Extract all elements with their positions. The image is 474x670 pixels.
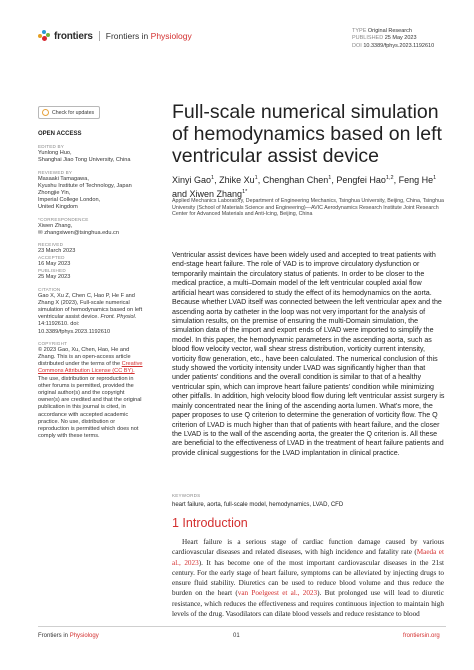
abstract: Ventricular assist devices have been widely used and accepted to treat patients with end-stage heart failure. The role of VAD is to improve circulatory dysfunction or temporarily maintain the circulatory status of patients. In order to be closer to the medical practice, a multi–Domain model of the left ventricular coupled axial flow artificial heart was considered to study the effect of its hemodynamics on the aorta. Because whether LVAD itself was connected between the left ventricular apex and the ascending aorta by catheter in the loop was not very important for the analysis of simulation results, on the premise of ensuring the multi-Domain simulation, the simulation data of the import and export ends of LVAD were imported to simplify the model. In this paper, the hemodynamic parameters in the ascending aorta, such as blood flow velocity vector, wall shear stress distribution, vorticity current intensity, vorticity flow generation, etc., have been calculated. The numerical conclusion of this study showed the vorticity intensity under LVAD was significantly higher than that under patients' conditions and the overall condition is similar to that of a healthy ventricular spin, which can improve heart failure patients' condition while minimizing other pitfalls. In addition, high velocity blood flow during left ventricular assist surgery is mainly concentrated near the lining of the ascending aorta lumen. What's more, the paper proposes to use Q criterion to determine the generation of vorticity flow. The Q criterion of LVAD is much higher than that of patients with heart failure, and the closer the LVAD is to the wall of the ascending aorta, the greater the Q criterion is. All these are beneficial to the effectiveness of LVAD in the treatment of heart failure patients and provide clinical suggestions for the LVAD implantation in clinical practice. (172, 251, 445, 457)
author[interactable]: Xinyi Gao$^1$ (172, 175, 215, 185)
citation-block (38, 287, 143, 336)
author[interactable]: Feng He$^1$ (398, 175, 437, 185)
keywords: heart failure, aorta, full-scale model, hemodynamics, LVAD, CFD (172, 502, 344, 508)
footer-site-link[interactable]: frontiersin.org (403, 633, 440, 639)
correspondent-name: Xiwen Zhang, (38, 222, 73, 229)
article-title: Full-scale numerical simulation of hemodynamics based on left ventricular assist device (172, 101, 442, 167)
editor-affil: Shanghai Jiao Tong University, China (38, 157, 131, 164)
reviewer-line: Masaaki Tamagawa, (38, 175, 89, 182)
published-label: PUBLISHED (38, 268, 66, 274)
journal-header (38, 30, 192, 42)
published-date: 25 May 2023 (38, 274, 71, 281)
reviewer-line: United Kingdom (38, 204, 78, 211)
dates-block (38, 242, 143, 282)
section-heading: 1 Introduction (172, 516, 248, 530)
publisher-name[interactable]: frontiers (54, 30, 93, 42)
author[interactable]: Xiwen Zhang$^{1*}$ (189, 189, 248, 199)
citation-main: Gao X, Xu Z, Chen C, Hao P, He F and Zhang X (2023), Full-scale numerical simulation of hemodynamics based on left ventricular assist device. (38, 292, 143, 321)
doi-value[interactable]: 10.3389/fphys.2023.1192610 (363, 42, 435, 49)
intro-text: ). It has become one of the most important cardiovascular diseases in the 21st century. For the early stage of heart failure, symptoms can be alleviated by injecting drugs to ensure fluid stability. Diuretics can be used to reduce blood volume and thus reduce the burden on the heart ( (172, 558, 445, 598)
author[interactable]: Pengfei Hao$^{1,2}$ (336, 175, 394, 185)
footer-journal-prefix: Frontiers in (38, 633, 69, 639)
footer-journal-name: Physiology (69, 633, 99, 639)
sidebar (38, 131, 143, 446)
page-number: 01 (233, 633, 240, 639)
frontiers-logo-icon (38, 30, 50, 42)
citation-text (38, 293, 143, 336)
reviewer-line: Zhongjie Yin, (38, 190, 71, 197)
copyright-text (38, 347, 143, 441)
author[interactable]: Chenghan Chen$^1$ (262, 175, 332, 185)
intro-text: ). But prolonged use will lead to diuretic resistance, which reduces the effectiveness and requires continuous injection to maintain high levels of the drug. Vasodilators can dilate blood vessels and reduce resistance to blood (172, 589, 444, 618)
type-label: TYPE (352, 28, 367, 34)
journal-title[interactable] (106, 31, 192, 41)
correspondence-block (38, 217, 143, 237)
published-value: 25 May 2023 (384, 35, 417, 42)
reviewer-line: Kyushu Institute of Technology, Japan (38, 182, 132, 189)
correspondent-email[interactable]: ✉ zhangxiwen@tsinghua.edu.cn (38, 229, 119, 236)
received-label: RECEIVED (38, 242, 64, 248)
reviewed-by-block (38, 170, 143, 212)
journal-name: Physiology (150, 31, 192, 41)
received-date: 23 March 2023 (38, 248, 76, 255)
intro-text: Heart failure is a serious stage of cardiac function damage caused by various cardiovascular diseases and related diseases, with high incidence and fatality rate ( (172, 538, 444, 557)
copyright-part-1: © 2023 Gao, Xu, Chen, Hao, He and Zhang. This is an open-access article distributed under the terms of the (38, 346, 131, 368)
copyright-label: COPYRIGHT (38, 340, 68, 346)
reference-link[interactable]: van Poelgeest et al., 2023 (237, 589, 318, 598)
check-for-updates-button[interactable] (38, 106, 100, 119)
editor-name: Yunlong Huo, (38, 150, 72, 157)
doi-label: DOI (352, 42, 362, 49)
published-label: PUBLISHED (352, 35, 384, 42)
reviewed-label: REVIEWED BY (38, 169, 73, 175)
accepted-date: 16 May 2023 (38, 261, 71, 268)
author-list: Xinyi Gao$^1$, Zhike Xu$^1$, Chenghan Chen$^1$, Pengfei Hao$^{1,2}$, Feng He$^1$ and Xiwen Zhang$^{1*}$ (172, 175, 437, 199)
keywords-label: KEYWORDS (172, 493, 201, 498)
footer-journal[interactable] (38, 633, 99, 639)
edited-label: EDITED BY (38, 144, 65, 150)
accepted-label: ACCEPTED (38, 255, 65, 261)
reference-link[interactable]: Maeda et al., 2023 (172, 548, 444, 567)
type-value: Original Research (367, 28, 412, 34)
affiliations: Applied Mechanics Laboratory, Department of Engineering Mechanics, Tsinghua University, Beijing, China, Tsinghua University (School of Materials Science and Engineering)—AVIC Aerodynamics Research Institute Joint Research Center for Advanced Materials and Anti-Icing, Beijing, China (172, 198, 444, 218)
copyright-part-2: The use, distribution or reproduction in other forums is permitted, provided the original author(s) and the copyright owner(s) are credited and that the original publication in this journal is cited, in accordance with accepted academic practice. No use, distribution or reproduction is permitted which does not comply with these terms. (38, 375, 142, 440)
open-access-label: OPEN ACCESS (38, 131, 82, 137)
copyright-block (38, 341, 143, 441)
intro-paragraph (172, 537, 444, 619)
cc-license-link[interactable]: Creative Commons Attribution License (CC BY). (38, 361, 143, 375)
citation-label: CITATION (38, 286, 61, 292)
footer-divider (38, 626, 446, 627)
correspondence-label: *CORRESPONDENCE (38, 216, 89, 222)
article-meta (352, 28, 434, 50)
citation-volume: 14:1192610. (38, 321, 69, 328)
reviewer-line: Imperial College London, (38, 197, 101, 204)
author[interactable]: Zhike Xu$^1$ (219, 175, 258, 185)
citation-doi: doi: 10.3389/fphys.2023.1192610 (38, 321, 111, 335)
journal-prefix: Frontiers in (105, 31, 149, 41)
edited-by-block (38, 144, 143, 164)
citation-journal: Front. Physiol. (100, 314, 137, 321)
check-updates-label: Check for updates (52, 109, 95, 116)
refresh-icon (42, 109, 49, 116)
header-divider (99, 31, 100, 41)
